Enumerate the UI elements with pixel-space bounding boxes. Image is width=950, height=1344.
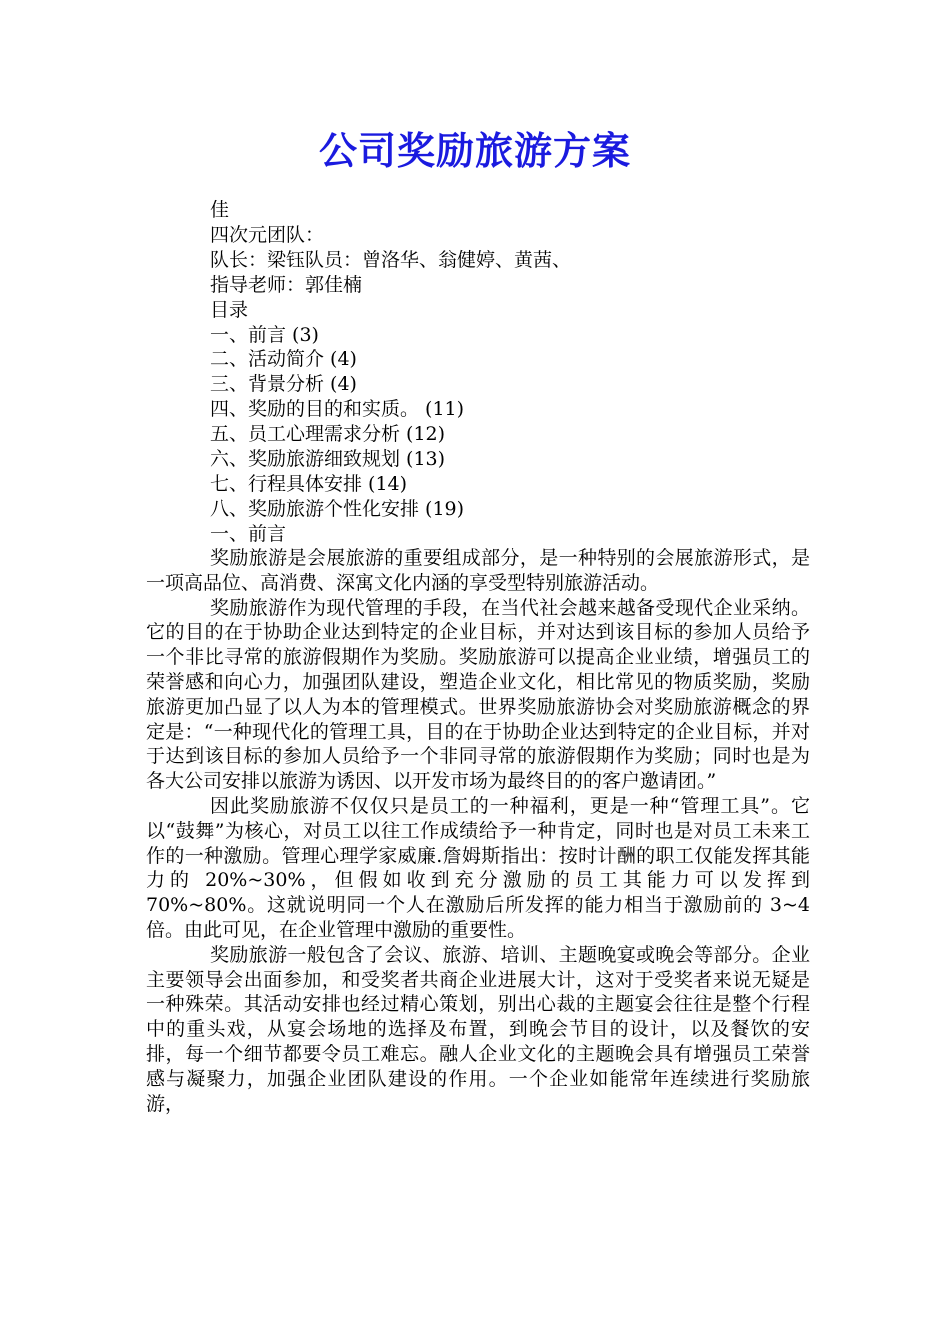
toc-heading: 目录	[210, 298, 249, 321]
paragraph: 奖励旅游作为现代管理的手段，在当代社会越来越备受现代企业采纳。它的目的在于协助企业达到特定的企业目标，并对达到该目标的参加人员给予一个非比寻常的旅游假期作为奖励。奖励旅游可以提高企业业绩，增强员工的荣誉感和向心力，加强团队建设，塑造企业文化，相比常见的物质奖励，奖励旅游更加凸显了以人为本的管理模式。世界奖励旅游协会对奖励旅游概念的界定是：“一种现代化的管理工具，目的在于协助企业达到特定的企业目标，并对于达到该目标的参加人员给予一个非同寻常的旅游假期作为奖励；同时也是为各大公司安排以旅游为诱因、以开发市场为最终目的的客户邀请团。”	[146, 596, 810, 793]
toc-item: 二、活动简介 (4)	[210, 348, 357, 371]
advisor: 指导老师：郭佳楠	[210, 273, 363, 296]
author-line: 佳	[210, 199, 230, 221]
toc-item: 三、背景分析 (4)	[210, 373, 357, 396]
paragraph: 因此奖励旅游不仅仅只是员工的一种福利，更是一种“管理工具”。它以“鼓舞”为核心，对员工以往工作成绩给予一种肯定，同时也是对员工未来工作的一种激励。管理心理学家威廉.詹姆斯指出：按时计酬的职工仅能发挥其能力的 20%~30%，但假如收到充分激励的员工其能力可以发挥到 70%~80%。这就说明同一个人在激励后所发挥的能力相当于激励前的 3~4 倍。由此可见，在企业管理中激励的重要性。	[146, 794, 810, 941]
team-name: 四次元团队：	[210, 223, 325, 246]
toc-item: 四、奖励的目的和实质。 (11)	[210, 398, 465, 421]
toc-item: 七、行程具体安排 (14)	[210, 472, 408, 495]
toc-item: 五、员工心理需求分析 (12)	[210, 423, 446, 446]
paragraph: 奖励旅游是会展旅游的重要组成部分，是一种特别的会展旅游形式，是一项高品位、高消费、深寓文化内涵的享受型特别旅游活动。	[146, 547, 810, 594]
toc-item: 八、奖励旅游个性化安排 (19)	[210, 497, 465, 520]
paragraph: 奖励旅游一般包含了会议、旅游、培训、主题晚宴或晚会等部分。企业主要领导会出面参加，和受奖者共商企业进展大计，这对于受奖者来说无疑是一种殊荣。其活动安排也经过精心策划，别出心裁的主题宴会往往是整个行程中的重头戏，从宴会场地的选择及布置，到晚会节目的设计，以及餐饮的安排，每一个细节都要令员工难忘。融人企业文化的主题晚会具有增强员工荣誉感与凝聚力，加强企业团队建设的作用。一个企业如能常年连续进行奖励旅游，	[146, 943, 810, 1115]
document-title: 公司奖励旅游方案	[318, 128, 631, 173]
body-text	[146, 546, 810, 1116]
front-matter	[210, 198, 830, 547]
section-heading: 一、前言	[210, 522, 287, 545]
toc-item: 六、奖励旅游细致规划 (13)	[210, 448, 446, 471]
toc-item: 一、前言 (3)	[210, 323, 319, 346]
team-members: 队长：梁钰队员：曾洛华、翁健婷、黄茜、	[210, 248, 572, 271]
